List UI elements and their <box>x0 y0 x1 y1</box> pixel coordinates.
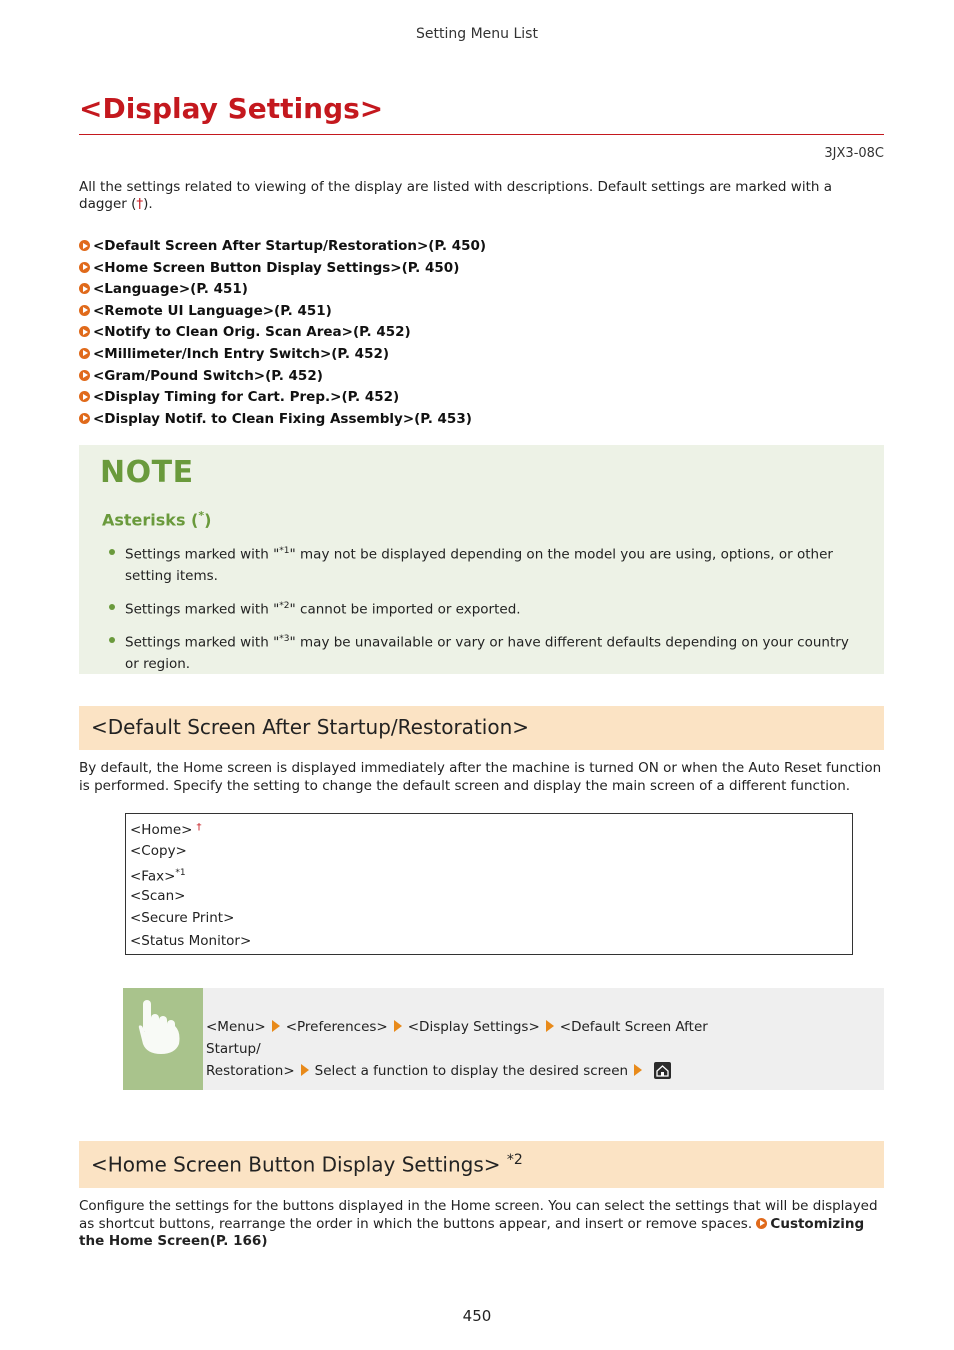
section-description: Configure the settings for the buttons displayed in the Home screen. You can select the settings that will be displayed as shortcut buttons, rearrange the order in which the buttons appear, and insert or remove spaces. Customizing the Home Screen(P. 166) <box>79 1198 878 1249</box>
section-heading-home-screen-buttons <box>79 1141 884 1188</box>
section-link[interactable]: <Display Notif. to Clean Fixing Assembly>(P. 453) <box>79 409 486 431</box>
intro-paragraph <box>79 179 884 213</box>
arrow-right-icon <box>79 391 90 402</box>
section-title: <Default Screen After Startup/Restoration> <box>91 715 530 739</box>
path-arrow-icon <box>394 1020 402 1032</box>
home-key-icon <box>654 1062 671 1079</box>
menu-path-box <box>123 988 884 1090</box>
section-link[interactable]: <Gram/Pound Switch>(P. 452) <box>79 366 486 388</box>
section-heading-default-screen <box>79 706 884 750</box>
section-link[interactable]: <Notify to Clean Orig. Scan Area>(P. 452) <box>79 322 486 344</box>
option-item: <Secure Print> <box>130 910 235 926</box>
note-list <box>103 541 863 683</box>
section-link[interactable]: <Remote UI Language>(P. 451) <box>79 301 486 323</box>
note-title: NOTE <box>100 455 194 490</box>
note-box <box>79 445 884 674</box>
doc-code: 3JX3-08C <box>824 146 884 161</box>
running-header: Setting Menu List <box>416 26 538 42</box>
title-rule <box>79 134 884 135</box>
arrow-right-icon <box>79 370 90 381</box>
arrow-right-icon <box>79 305 90 316</box>
intro-end: ). <box>143 196 153 212</box>
page-number: 450 <box>462 1307 492 1325</box>
note-subtitle: Asterisks (*) <box>102 509 212 530</box>
hand-panel <box>123 988 203 1090</box>
arrow-right-icon <box>79 283 90 294</box>
asterisk-mark: * <box>198 509 205 522</box>
menu-path-text: <Menu> <Preferences> <Display Settings> <Default Screen After Startup/ Restoration> Select a function to display the desired screen <box>206 1019 708 1079</box>
page-title: <Display Settings> <box>79 92 384 125</box>
section-link[interactable]: <Default Screen After Startup/Restoration>(P. 450) <box>79 236 486 258</box>
dagger-mark: † <box>136 196 144 212</box>
section-link[interactable]: <Millimeter/Inch Entry Switch>(P. 452) <box>79 344 486 366</box>
customizing-home-link-cont[interactable]: the Home Screen(P. 166) <box>79 1233 268 1249</box>
intro-text: All the settings related to viewing of the display are listed with descriptions. Default settings are marked with a dagger ( <box>79 179 832 212</box>
arrow-right-icon <box>79 413 90 424</box>
note-item: Settings marked with "$^{*2}$" cannot be imported or exported. <box>103 596 863 621</box>
option-item: <Home> † <box>130 822 202 838</box>
customizing-home-link[interactable]: Customizing <box>770 1215 865 1232</box>
arrow-right-icon <box>79 240 90 251</box>
options-box <box>125 813 853 955</box>
arrow-right-icon <box>79 262 90 273</box>
option-item: <Status Monitor> <box>130 932 252 949</box>
path-arrow-icon <box>301 1064 309 1076</box>
arrow-right-icon <box>79 348 90 359</box>
path-arrow-icon <box>272 1020 280 1032</box>
note-item: Settings marked with "$^{*3}$" may be unavailable or vary or have different defaults depending on your country or region. <box>103 629 863 676</box>
section-link[interactable]: <Home Screen Button Display Settings>(P. 450) <box>79 258 486 280</box>
section-link[interactable]: <Display Timing for Cart. Prep.>(P. 452) <box>79 387 486 409</box>
option-item: <Scan> <box>130 887 186 904</box>
pointing-hand-icon <box>123 988 203 1090</box>
section-title: <Home Screen Button Display Settings> $^{*2}$ <box>91 1152 523 1177</box>
options-list <box>126 814 852 952</box>
path-arrow-icon <box>546 1020 554 1032</box>
option-item: <Fax>$^{*1}$ <box>130 868 186 885</box>
arrow-right-icon <box>79 326 90 337</box>
note-item: Settings marked with "$^{*1}$" may not be displayed depending on the model you are using, options, or other setting items. <box>103 541 863 588</box>
option-item: <Copy> <box>130 842 187 859</box>
path-arrow-icon <box>634 1064 642 1076</box>
arrow-right-icon <box>756 1218 767 1229</box>
section-description: By default, the Home screen is displayed immediately after the machine is turned ON or when the Auto Reset function is performed. Specify the setting to change the default screen and display the main screen of a different function. <box>79 760 882 794</box>
section-link-list <box>79 236 486 430</box>
dagger-mark: † <box>196 822 202 833</box>
section-link[interactable]: <Language>(P. 451) <box>79 279 486 301</box>
